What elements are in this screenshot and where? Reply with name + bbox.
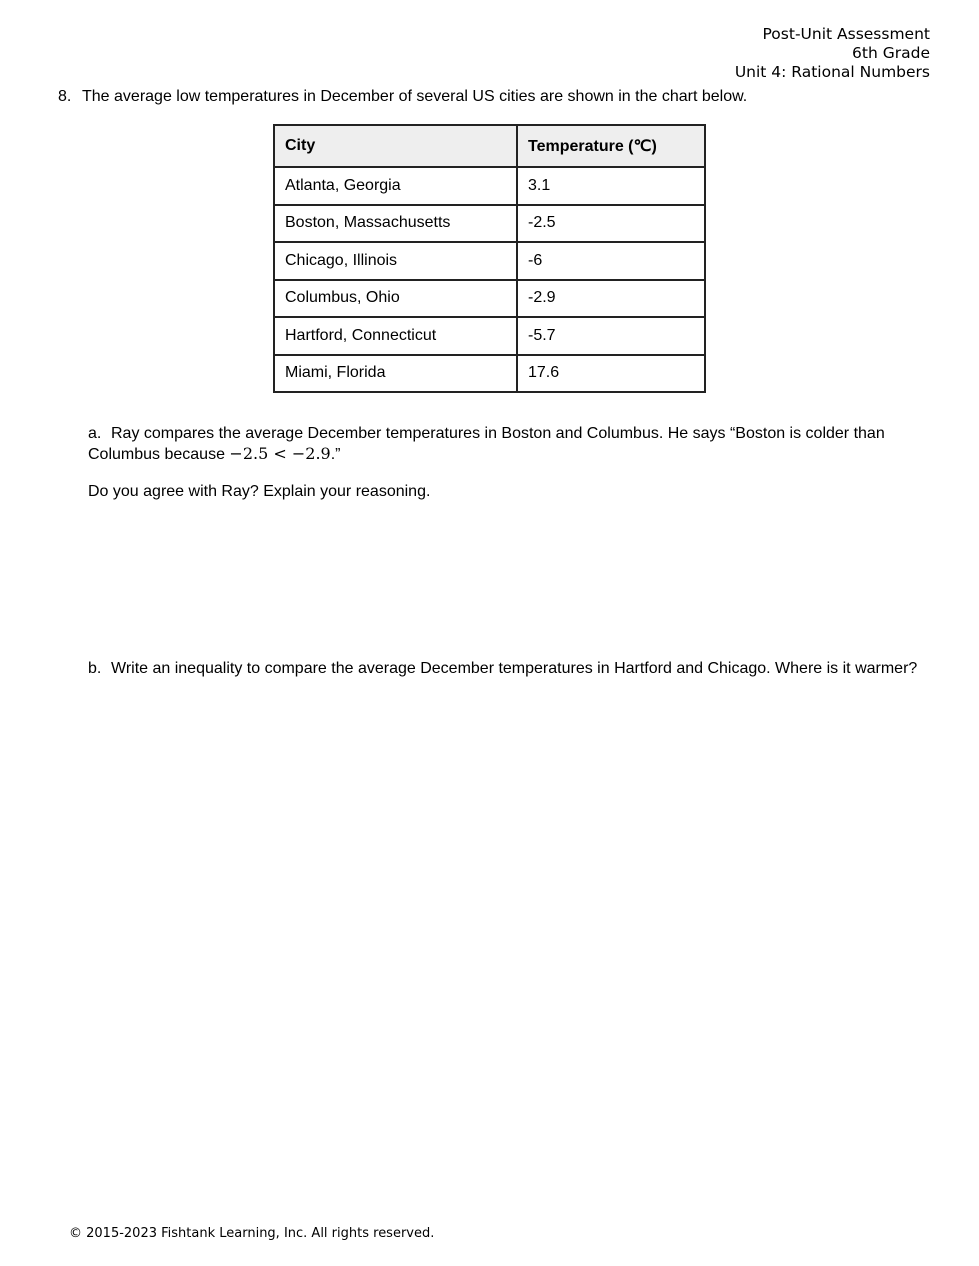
table-row [274,280,705,318]
table-row [274,242,705,280]
table-row [274,167,705,205]
column-header-temperature: Temperature (℃) [517,125,705,167]
table-row [274,317,705,355]
question-text: The average low temperatures in December of several US cities are shown in the chart below. [82,88,748,105]
city-cell: Hartford, Connecticut [274,317,517,355]
unit-label: Unit 4: Rational Numbers [734,63,930,81]
page-header [735,25,930,82]
city-cell: Columbus, Ohio [274,280,517,318]
city-cell: Chicago, Illinois [274,242,517,280]
table-header-row [274,125,705,167]
part-b-text: Write an inequality to compare the average December temperatures in Hartford and Chicago. Where is it warmer? [111,660,918,677]
table-row [274,355,705,393]
temperature-table [273,124,706,393]
assessment-title: Post-Unit Assessment [762,25,930,43]
table-row [274,205,705,243]
temperature-cell: -2.9 [517,280,705,318]
temperature-cell: -2.5 [517,205,705,243]
temperature-cell: -5.7 [517,317,705,355]
part-a-text: Ray compares the average December temperatures in Boston and Columbus. He says “Boston is colder than Columbus because [88,425,885,463]
temperature-cell: 3.1 [517,167,705,205]
part-a-inequality: −2.5 < −2.9 [229,444,331,463]
city-cell: Atlanta, Georgia [274,167,517,205]
part-a-question [88,424,928,465]
part-a-closing-quote: .” [330,446,341,463]
city-cell: Boston, Massachusetts [274,205,517,243]
temperature-cell: -6 [517,242,705,280]
question-stem [58,87,938,107]
column-header-city: City [274,125,517,167]
part-b-label: b. [88,660,102,677]
question-number: 8. [58,88,72,105]
part-b-question [88,659,928,679]
temperature-cell: 17.6 [517,355,705,393]
grade-label: 6th Grade [852,44,930,62]
city-cell: Miami, Florida [274,355,517,393]
part-a-label: a. [88,425,102,442]
copyright-footer: © 2015-2023 Fishtank Learning, Inc. All rights reserved. [69,1226,435,1241]
part-a-prompt: Do you agree with Ray? Explain your reasoning. [88,483,431,500]
